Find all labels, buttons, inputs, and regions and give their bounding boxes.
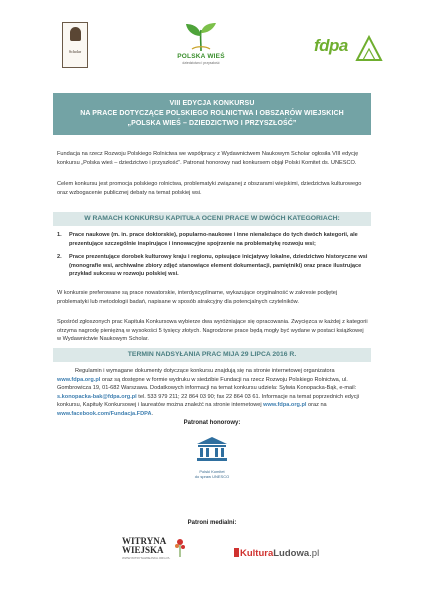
- category-text: Prace naukowe (m. in. prace doktorskie), popularno-naukowe i inne nienależące do tych dwóch kategorii, ale prezentujące szczególnie inspirujące i innowacyjne spojrzenie na problematykę rozwoju wsi;: [69, 232, 358, 247]
- fdpa-logo-text: fdpa: [314, 36, 348, 55]
- title-banner: [53, 93, 371, 135]
- honorary-patron-label: Patronat honorowy:: [183, 420, 241, 426]
- deadline-heading: TERMIN NADSYŁANIA PRAC MIJA 29 LIPCA 2016 R.: [53, 348, 371, 362]
- kultura-logo-part1: Kultura: [240, 548, 274, 559]
- categories-heading: W RAMACH KONKURSU KAPITUŁA OCENI PRACE W DWÓCH KATEGORIACH:: [53, 212, 371, 226]
- website-link[interactable]: www.fdpa.org.pl: [57, 376, 101, 383]
- rules-text-1: Regulamin i wymagane dokumenty dotyczące konkursu znajdują się na stronie internetowej organizatora: [75, 368, 335, 374]
- polska-wies-subtitle: dziedzictwo i przyszłość: [182, 61, 220, 65]
- category-text: Prace prezentujące dorobek kulturowy kraju i regionu, opisujące inicjatywy lokalne, dziedzictwo historyczne wsi (monografie wsi, archiwalne zbiory zdjęć stanowiące element dokumentacji, pamiętniki) oraz prace ilustrujące przykład sukcesu w rozwoju polskiej wsi.: [69, 254, 368, 278]
- unesco-logo: [192, 436, 232, 482]
- facebook-link[interactable]: www.facebook.com/Fundacja.FDPA: [57, 410, 152, 417]
- banner-contest-name: „POLSKA WIEŚ – DZIEDZICTWO I PRZYSZŁOŚĆ”: [127, 120, 297, 127]
- witryna-logo-line2: WIEJSKA: [122, 545, 164, 555]
- header-logos: [0, 22, 424, 74]
- rules-text-2: oraz są dostępne w formie wydruku w siedzibie Fundacji na rzecz Rozwoju Polskiego Rolnictwa, ul. Gombrowicza 19, 01-682 Warszawa. Dodatkowych informacji na temat konkursu udziela: Sylwia Konopacka-Bąk, e-mail:: [57, 376, 357, 392]
- award-paragraph: Spośród zgłoszonych prac Kapituła Konkursowa wybierze dwa wyróżniające się opracowania. Zwycięzca w każdej z kategorii otrzyma nagrodę pieniężną w wysokości 5 tysięcy złotych. Nagrodzone prace będą mogły być wydane w postaci książkowej w Wydawnictwie Naukowym Scholar.: [57, 319, 368, 343]
- banner-edition: VIII EDYCJA KONKURSU: [169, 100, 255, 107]
- fdpa-triangle-icon: [354, 34, 384, 62]
- rules-text-5: .: [151, 410, 154, 417]
- category-item: [57, 253, 369, 279]
- kultura-logo-part3: .pl: [309, 548, 320, 559]
- contact-email-link[interactable]: s.konopacka-bak@fdpa.org.pl: [57, 393, 137, 400]
- unesco-caption: [192, 469, 232, 479]
- banner-subject: NA PRACE DOTYCZĄCE POLSKIEGO ROLNICTWA I OBSZARÓW WIEJSKICH: [80, 110, 344, 117]
- kultura-ludowa-logo: [234, 548, 319, 562]
- unesco-temple-icon: [195, 436, 229, 462]
- witryna-wiejska-logo: [122, 537, 184, 567]
- category-number: 1.: [57, 232, 62, 238]
- fdpa-logo: [314, 34, 384, 62]
- media-patron-label: Patroni medialni:: [187, 520, 237, 526]
- category-item: [57, 231, 369, 248]
- kultura-logo-part2: Ludowa: [273, 548, 310, 559]
- scholar-logo: [62, 22, 88, 68]
- category-number: 2.: [57, 254, 62, 260]
- witryna-logo-url: WWW.WITRYNAWIEJSKA.ORG.PL: [122, 556, 171, 560]
- unesco-caption-line2: do spraw UNESCO: [194, 474, 230, 479]
- preferred-paragraph: W konkursie preferowane są prace nowatorskie, interdyscyplinarne, wykazujące oryginalność w zakresie podjętej problematyki lub metodologii badań, napisane w sposób atrakcyjny dla potencjalnych czytelników.: [57, 290, 338, 305]
- rules-text-3: tel. 533 979 211; 22 864 03 90; fax 22 864 03 61. Informacje na temat poprzednich edycji konkursu, Kapituły Konkursowej i laureatów można znaleźć na stronie internetowej: [57, 393, 359, 409]
- rules-text-4: oraz na: [306, 402, 327, 409]
- leaf-sprout-icon: [184, 22, 218, 52]
- scholar-bust-icon: [70, 27, 81, 41]
- goal-paragraph: Celem konkursu jest promocja polskiego rolnictwa, problematyki związanej z obszarami wiejskimi, dziedzictwa kulturowego oraz wzbogacenie publicznej debaty na temat polskiej wsi.: [57, 181, 362, 196]
- polska-wies-name: POLSKA WIEŚ: [177, 53, 225, 60]
- website-link[interactable]: www.fdpa.org.pl: [263, 402, 307, 409]
- flower-icon: [174, 537, 186, 557]
- witryna-logo-line1: WITRYNA: [122, 536, 167, 546]
- intro-paragraph: Fundacja na rzecz Rozwoju Polskiego Rolnictwa we współpracy z Wydawnictwem Naukowym Scholar ogłosiła VIII edycję konkursu „Polska wieś – dziedzictwo i przyszłość”. Patronat honorowy nad konkursem objął Polski Komitet ds. UNESCO.: [57, 151, 359, 166]
- polska-wies-logo: [166, 22, 236, 72]
- unesco-caption-line1: Polski Komitet: [199, 469, 225, 474]
- kultura-mark-icon: [234, 548, 239, 557]
- rules-paragraph: [57, 367, 369, 419]
- scholar-logo-text: Scholar: [68, 49, 82, 54]
